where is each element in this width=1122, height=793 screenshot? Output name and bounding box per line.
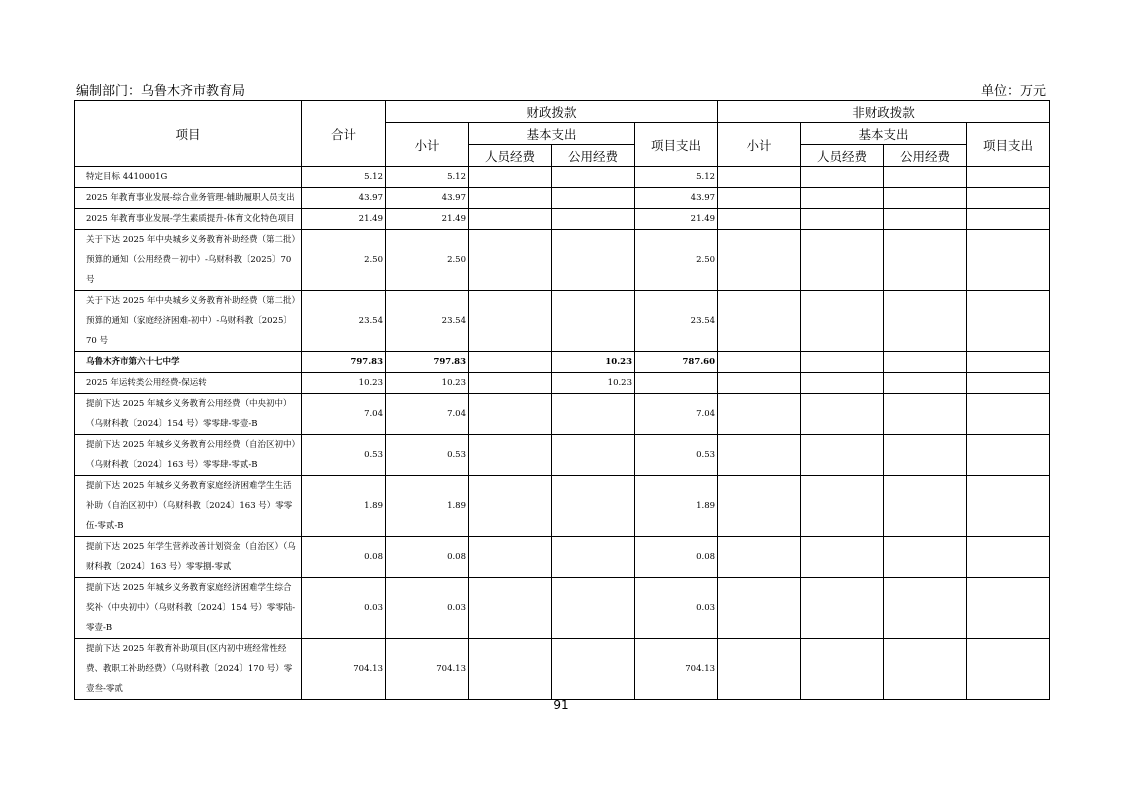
row-nonfiscal-project: [967, 352, 1050, 373]
row-nonfiscal-subtotal: [718, 352, 801, 373]
table-row: [75, 435, 1050, 476]
row-fiscal-project: [635, 373, 718, 394]
row-nonfiscal-personnel: [801, 476, 884, 537]
row-fiscal-subtotal: 21.49: [386, 209, 469, 230]
row-fiscal-subtotal: 43.97: [386, 188, 469, 209]
row-fiscal-subtotal: 1.89: [386, 476, 469, 537]
row-item: 提前下达 2025 年城乡义务教育家庭经济困难学生综合奖补（中央初中）（乌财科教〔2024〕154 号）零零陆-零壹-B: [75, 578, 302, 639]
table-row: [75, 578, 1050, 639]
col-header-fiscal-basic: 基本支出: [469, 123, 635, 145]
row-nonfiscal-public: [884, 167, 967, 188]
row-nonfiscal-subtotal: [718, 373, 801, 394]
row-total: 23.54: [302, 291, 386, 352]
row-fiscal-subtotal: 704.13: [386, 639, 469, 700]
budget-table: [74, 100, 1050, 700]
col-header-fiscal: 财政拨款: [386, 101, 718, 123]
row-nonfiscal-public: [884, 209, 967, 230]
col-header-fiscal-personnel: 人员经费: [469, 145, 552, 167]
row-nonfiscal-project: [967, 373, 1050, 394]
row-nonfiscal-public: [884, 394, 967, 435]
row-nonfiscal-subtotal: [718, 435, 801, 476]
row-fiscal-public: [552, 230, 635, 291]
row-nonfiscal-project: [967, 537, 1050, 578]
row-fiscal-project: 7.04: [635, 394, 718, 435]
row-nonfiscal-personnel: [801, 373, 884, 394]
col-header-item: 项目: [75, 101, 302, 167]
row-nonfiscal-project: [967, 291, 1050, 352]
row-fiscal-public: [552, 167, 635, 188]
row-nonfiscal-project: [967, 209, 1050, 230]
row-nonfiscal-personnel: [801, 352, 884, 373]
row-item: 关于下达 2025 年中央城乡义务教育补助经费（第二批）预算的通知（家庭经济困难-初中）-乌财科教〔2025〕70 号: [75, 291, 302, 352]
col-header-nonfiscal: 非财政拨款: [718, 101, 1050, 123]
table-row: [75, 476, 1050, 537]
row-nonfiscal-public: [884, 476, 967, 537]
row-nonfiscal-project: [967, 476, 1050, 537]
row-fiscal-subtotal: 0.53: [386, 435, 469, 476]
row-fiscal-project: 0.03: [635, 578, 718, 639]
row-total: 7.04: [302, 394, 386, 435]
row-fiscal-personnel: [469, 209, 552, 230]
table-row: [75, 230, 1050, 291]
row-fiscal-public: 10.23: [552, 352, 635, 373]
row-nonfiscal-public: [884, 537, 967, 578]
row-fiscal-personnel: [469, 352, 552, 373]
row-fiscal-project: 23.54: [635, 291, 718, 352]
row-item: 提前下达 2025 年城乡义务教育公用经费（自治区初中）（乌财科教〔2024〕163 号）零零肆-零贰-B: [75, 435, 302, 476]
row-nonfiscal-project: [967, 639, 1050, 700]
row-nonfiscal-personnel: [801, 639, 884, 700]
row-nonfiscal-subtotal: [718, 394, 801, 435]
col-header-nonfiscal-subtotal: 小计: [718, 123, 801, 167]
row-nonfiscal-public: [884, 230, 967, 291]
row-nonfiscal-public: [884, 291, 967, 352]
row-nonfiscal-public: [884, 352, 967, 373]
row-nonfiscal-public: [884, 578, 967, 639]
row-fiscal-subtotal: 2.50: [386, 230, 469, 291]
row-fiscal-public: [552, 578, 635, 639]
col-header-nonfiscal-public: 公用经费: [884, 145, 967, 167]
row-nonfiscal-personnel: [801, 230, 884, 291]
row-fiscal-subtotal: 5.12: [386, 167, 469, 188]
row-item: 2025 年运转类公用经费-保运转: [75, 373, 302, 394]
table-row: [75, 188, 1050, 209]
row-fiscal-project: 0.53: [635, 435, 718, 476]
row-fiscal-personnel: [469, 394, 552, 435]
row-nonfiscal-personnel: [801, 537, 884, 578]
row-total: 704.13: [302, 639, 386, 700]
row-nonfiscal-subtotal: [718, 230, 801, 291]
row-nonfiscal-project: [967, 230, 1050, 291]
row-fiscal-public: [552, 537, 635, 578]
table-row: [75, 394, 1050, 435]
row-total: 43.97: [302, 188, 386, 209]
row-nonfiscal-subtotal: [718, 188, 801, 209]
col-header-nonfiscal-personnel: 人员经费: [801, 145, 884, 167]
row-fiscal-personnel: [469, 230, 552, 291]
row-fiscal-subtotal: 0.08: [386, 537, 469, 578]
row-fiscal-project: 43.97: [635, 188, 718, 209]
row-nonfiscal-personnel: [801, 578, 884, 639]
table-row: [75, 537, 1050, 578]
row-nonfiscal-personnel: [801, 209, 884, 230]
row-fiscal-personnel: [469, 291, 552, 352]
row-fiscal-public: [552, 291, 635, 352]
row-item: 关于下达 2025 年中央城乡义务教育补助经费（第二批）预算的通知（公用经费－初中）-乌财科教〔2025〕70 号: [75, 230, 302, 291]
row-fiscal-public: [552, 639, 635, 700]
row-fiscal-personnel: [469, 537, 552, 578]
table-row: [75, 639, 1050, 700]
row-fiscal-project: 2.50: [635, 230, 718, 291]
row-fiscal-public: [552, 188, 635, 209]
row-fiscal-project: 1.89: [635, 476, 718, 537]
col-header-nonfiscal-basic: 基本支出: [801, 123, 967, 145]
row-fiscal-project: 21.49: [635, 209, 718, 230]
row-nonfiscal-project: [967, 394, 1050, 435]
row-nonfiscal-personnel: [801, 167, 884, 188]
row-total: 21.49: [302, 209, 386, 230]
row-fiscal-public: [552, 394, 635, 435]
table-row: [75, 373, 1050, 394]
row-nonfiscal-personnel: [801, 188, 884, 209]
row-fiscal-personnel: [469, 167, 552, 188]
table-row: [75, 209, 1050, 230]
row-nonfiscal-subtotal: [718, 639, 801, 700]
row-total: 0.53: [302, 435, 386, 476]
row-nonfiscal-subtotal: [718, 476, 801, 537]
row-fiscal-subtotal: 10.23: [386, 373, 469, 394]
col-header-fiscal-public: 公用经费: [552, 145, 635, 167]
col-header-fiscal-project: 项目支出: [635, 123, 718, 167]
row-item: 提前下达 2025 年城乡义务教育家庭经济困难学生生活补助（自治区初中）（乌财科教〔2024〕163 号）零零伍-零贰-B: [75, 476, 302, 537]
unit-label: 单位：万元: [980, 84, 1046, 99]
row-fiscal-public: [552, 435, 635, 476]
row-nonfiscal-subtotal: [718, 209, 801, 230]
row-fiscal-personnel: [469, 578, 552, 639]
department-label: 编制部门：乌鲁木齐市教育局: [76, 84, 246, 99]
row-total: 1.89: [302, 476, 386, 537]
row-total: 0.08: [302, 537, 386, 578]
row-fiscal-project: 787.60: [635, 352, 718, 373]
row-fiscal-public: [552, 476, 635, 537]
row-fiscal-public: [552, 209, 635, 230]
row-nonfiscal-personnel: [801, 435, 884, 476]
row-fiscal-personnel: [469, 188, 552, 209]
row-nonfiscal-subtotal: [718, 291, 801, 352]
row-nonfiscal-public: [884, 188, 967, 209]
row-nonfiscal-public: [884, 373, 967, 394]
col-header-fiscal-subtotal: 小计: [386, 123, 469, 167]
row-nonfiscal-public: [884, 435, 967, 476]
row-total: 797.83: [302, 352, 386, 373]
row-nonfiscal-project: [967, 167, 1050, 188]
row-nonfiscal-project: [967, 578, 1050, 639]
row-fiscal-personnel: [469, 639, 552, 700]
table-row: [75, 167, 1050, 188]
row-fiscal-subtotal: 7.04: [386, 394, 469, 435]
row-total: 10.23: [302, 373, 386, 394]
row-nonfiscal-project: [967, 188, 1050, 209]
row-fiscal-subtotal: 23.54: [386, 291, 469, 352]
row-nonfiscal-personnel: [801, 394, 884, 435]
page-number: 91: [553, 698, 569, 712]
row-item: 特定目标 4410001G: [75, 167, 302, 188]
col-header-total: 合计: [302, 101, 386, 167]
row-fiscal-subtotal: 797.83: [386, 352, 469, 373]
row-nonfiscal-subtotal: [718, 167, 801, 188]
row-item: 2025 年教育事业发展-学生素质提升-体育文化特色项目: [75, 209, 302, 230]
row-nonfiscal-subtotal: [718, 578, 801, 639]
row-fiscal-personnel: [469, 476, 552, 537]
row-nonfiscal-personnel: [801, 291, 884, 352]
table-row-subtotal: [75, 352, 1050, 373]
row-total: 5.12: [302, 167, 386, 188]
row-item: 提前下达 2025 年城乡义务教育公用经费（中央初中）（乌财科教〔2024〕154 号）零零肆-零壹-B: [75, 394, 302, 435]
row-fiscal-personnel: [469, 373, 552, 394]
row-fiscal-personnel: [469, 435, 552, 476]
row-fiscal-subtotal: 0.03: [386, 578, 469, 639]
row-fiscal-project: 704.13: [635, 639, 718, 700]
row-fiscal-project: 5.12: [635, 167, 718, 188]
row-nonfiscal-subtotal: [718, 537, 801, 578]
row-fiscal-public: 10.23: [552, 373, 635, 394]
row-nonfiscal-public: [884, 639, 967, 700]
row-item: 乌鲁木齐市第六十七中学: [75, 352, 302, 373]
row-item: 提前下达 2025 年学生营养改善计划资金（自治区）（乌财科教〔2024〕163 号）零零捌-零贰: [75, 537, 302, 578]
row-total: 2.50: [302, 230, 386, 291]
row-item: 提前下达 2025 年教育补助项目(区内初中班经常性经费、教职工补助经费）（乌财科教〔2024〕170 号）零壹叁-零贰: [75, 639, 302, 700]
row-total: 0.03: [302, 578, 386, 639]
row-nonfiscal-project: [967, 435, 1050, 476]
col-header-nonfiscal-project: 项目支出: [967, 123, 1050, 167]
row-item: 2025 年教育事业发展-综合业务管理-辅助履职人员支出: [75, 188, 302, 209]
row-fiscal-project: 0.08: [635, 537, 718, 578]
table-row: [75, 291, 1050, 352]
